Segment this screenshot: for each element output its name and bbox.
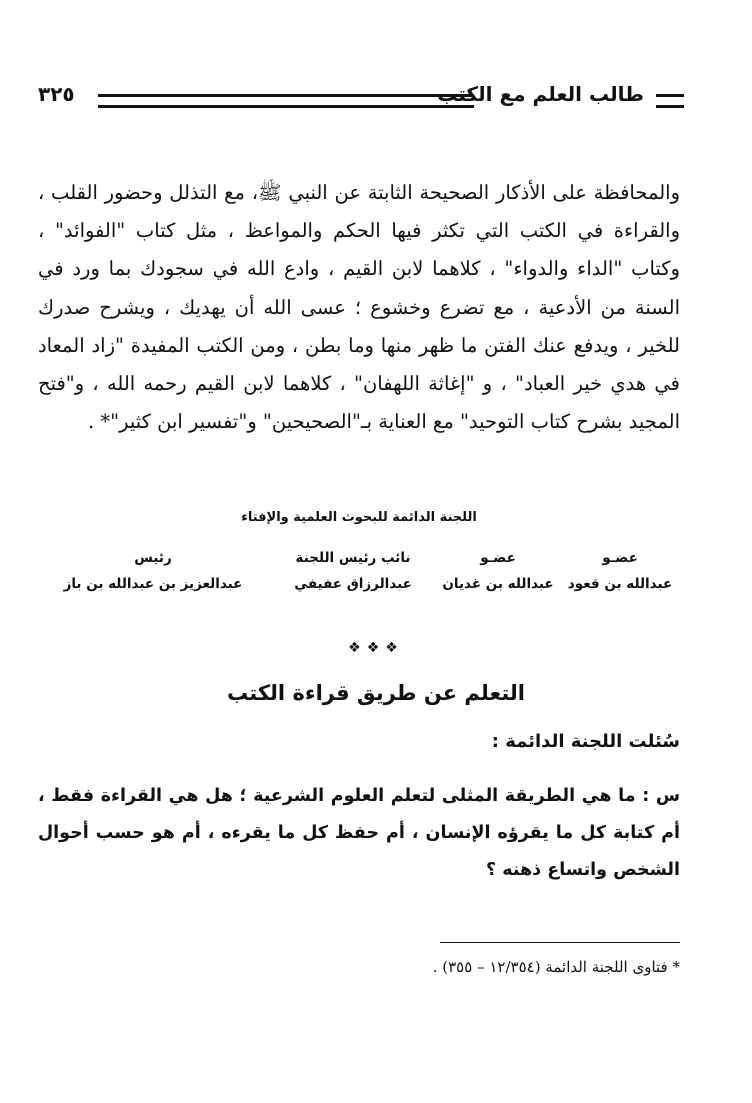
page-number: ٣٢٥ <box>38 82 75 106</box>
committee-member <box>38 544 268 592</box>
book-title: طالب العلم مع الكتب <box>437 82 644 106</box>
body-paragraph: والمحافظة على الأذكار الصحيحة الثابتة عن النبي ﷺ، مع التذلل وحضور القلب ، والقراءة في الكتب التي تكثر فيها الحكم والمواعظ ، مثل كتاب "الفوائد" ، وكتاب "الداء والدواء" ، كلاهما لابن القيم ، وادع الله في سجودك بما ورد في السنة من الأدعية ، مع تضرع وخشوع ؛ عسى الله أن يهديك ، ويشرح صدرك للخير ، ويدفع عنك الفتن ما ظهر منها وما بطن ، ومن الكتب المفيدة "زاد المعاد في هدي خير العباد" ، و "إغاثة اللهفان" ، كلاهما لابن القيم رحمه الله ، و"فتح المجيد بشرح كتاب التوحيد" مع العناية بـ"الصحيحين" و"تفسير ابن كثير"* . <box>38 181 680 434</box>
section-title: التعلم عن طريق قراءة الكتب <box>227 681 525 705</box>
member-name: عبدالله بن غديان <box>442 576 554 592</box>
header-rule-end <box>656 94 684 108</box>
body-text <box>38 174 680 441</box>
committee-member <box>560 544 680 592</box>
member-name: عبدالله بن قعود <box>567 576 673 592</box>
member-role: نائب رئيس اللجنة <box>295 550 411 566</box>
question-text: س : ما هي الطريقة المثلى لتعلم العلوم الشرعية ؛ هل هي القراءة فقط ، أم كتابة كل ما يقرؤه الإنسان ، أم حفظ كل ما يقرءه ، أم هو حسب أحوال الشخص واتساع ذهنه ؟ <box>38 786 680 880</box>
running-header <box>38 80 684 114</box>
asked-line: سُئلت اللجنة الدائمة : <box>491 731 680 752</box>
committee-title: اللجنة الدائمة للبحوث العلمية والإفتاء <box>241 510 477 525</box>
member-name: عبدالعزيز بن عبدالله بن باز <box>63 576 243 592</box>
member-role: رئيس <box>134 550 172 566</box>
footnote: * فتاوى اللجنة الدائمة (١٢/٣٥٤ – ٣٥٥) . <box>432 958 680 976</box>
committee-member <box>438 544 558 592</box>
section-separator: ❖❖❖ <box>348 640 404 656</box>
member-name: عبدالرزاق عفيفي <box>294 576 412 592</box>
member-role: عضـو <box>480 550 516 566</box>
committee-member <box>278 544 428 592</box>
committee-members <box>38 544 680 614</box>
member-role: عضـو <box>602 550 638 566</box>
footnote-rule <box>440 942 680 943</box>
header-rule <box>98 94 474 108</box>
